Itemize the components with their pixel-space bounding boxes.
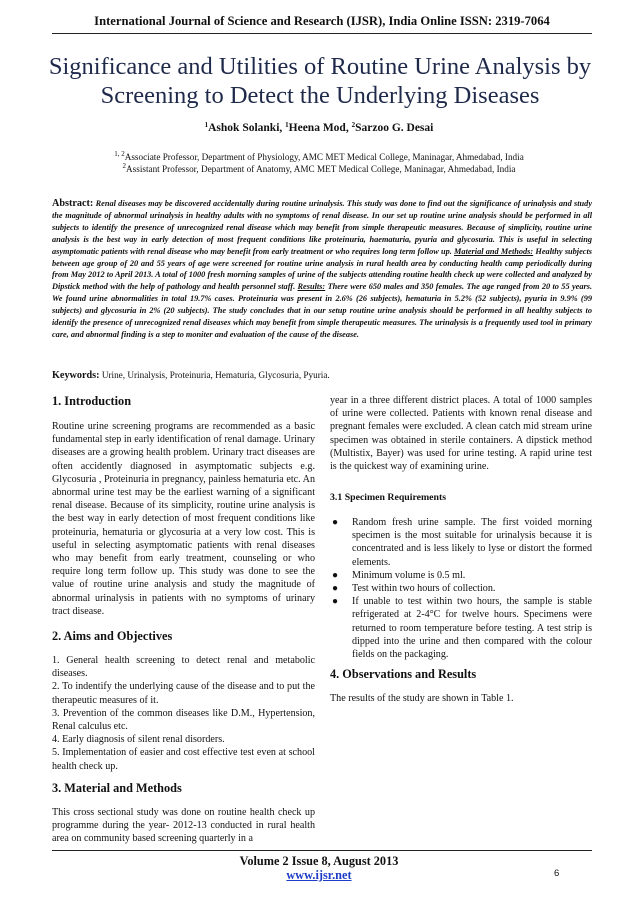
list-item xyxy=(330,516,592,569)
affiliation-1 xyxy=(0,152,638,162)
bullet-icon: ● xyxy=(332,583,339,595)
affiliation-2 xyxy=(0,164,638,174)
introduction-paragraph: Routine urine screening programs are recommended as a basic fundamental step in early identification of renal damage. Urinary diseases are a growing health problem. Urinary tract diseases are often accidently diagnosed in asymptomatic subjects e.g. Glycosuria , Proteinuria in pregnancy, painless hematuria etc. An abnormal urine test may be the earliest warning of a significant renal disease. Because of its simplicity, routine urine analysis is the best way in early detection of most frequent conditions like proteinuria, hematuria or glycosuria at a very low cost. This is useful in selecting asymptomatic patients with renal diseases who may benefit from early treatment, counseling or who require long term follow up. This study was done to see the value of routine urine analysis and study the magnitude of abnormal urinalysis in patients with no symptoms of urinary tract disease. xyxy=(52,421,315,617)
methods-paragraph: This cross sectional study was done on routine health check up programme during the year- 2012-13 conducted in rural health area on community based screening quarterly in a xyxy=(52,807,315,845)
author-sup: 1 xyxy=(285,121,289,129)
results-body xyxy=(330,692,592,705)
footer-divider xyxy=(52,850,592,851)
results-paragraph: The results of the study are shown in Table 1. xyxy=(330,693,514,704)
author-name: Sarzoo G. Desai xyxy=(355,122,434,134)
list-item xyxy=(330,569,592,582)
affiliation-text: Associate Professor, Department of Physiology, AMC MET Medical College, Maninagar, Ahmedabad, India xyxy=(124,152,524,162)
paper-title: Significance and Utilities of Routine Urine Analysis by Screening to Detect the Underlying Diseases xyxy=(48,53,592,109)
header-divider xyxy=(52,33,592,34)
section-heading-methods: 3. Material and Methods xyxy=(52,781,182,795)
abstract-text: Renal diseases may be discovered accidentally during routine urinalysis. This study was done to find out the significance of urinalysis and study the magnitude of abnormal urinalysis in healthy adults with no symptoms of renal disease. In our set up routine urine analysis should be performed in all subjects to identify the presence of unrecognized renal disease which may benefit from simple therapeutic measures. Because of simplicity, routine urine analysis is the best way in early detection of most frequent conditions like proteinuria, haematuria, pyuria and glycosuria. This is useful in selecting asymptomatic patients with renal disease who may benefit from early treatment or who requires long term follow up. xyxy=(52,199,592,256)
list-item xyxy=(330,582,592,595)
page-number: 6 xyxy=(554,868,560,879)
abstract-results-text: There were 650 males and 350 females. The age ranged from 20 to 55 years. We found urine abnormalities in total 19.7% cases. Proteinuria was present in 2.6% (26 subjects), hematuria in 5.2% (52 subjects), pyuria in 9.9% (99 subjects) and glycosuria in 2% (20 subjects). The study concludes that in our setup routine urine analysis should be performed in all healthy subjects to identify the presence of unrecognized renal diseases which may benefit from simple therapeutic measures. The urinalysis is a frequently used tool in primary care, and abnormal finding is a step to moniter and evaluation of the cause of the disease. xyxy=(52,282,593,339)
list-item-text: Minimum volume is 0.5 ml. xyxy=(352,569,466,581)
list-item-text: If unable to test within two hours, the sample is stable refrigerated at 2-4°C for twelve hours. Specimens were returned to room temperature before testing. A test strip is dipped into the urine and then compared with the colour fields on the packaging. xyxy=(352,596,592,661)
author-sup: 2 xyxy=(351,121,356,129)
author-name: Ashok Solanki, xyxy=(208,122,286,134)
keywords-text: Urine, Urinalysis, Proteinuria, Hematuria, Glycosuria, Pyuria. xyxy=(101,370,330,380)
specimen-requirements-list xyxy=(330,516,592,661)
methods-body xyxy=(52,806,315,846)
abstract xyxy=(52,198,592,341)
keywords xyxy=(52,370,592,381)
section-heading-introduction: 1. Introduction xyxy=(52,394,132,408)
methods-continued-body xyxy=(330,394,592,473)
affiliation-sup: 1, 2 xyxy=(114,150,125,158)
aims-list xyxy=(52,654,315,773)
footer-volume: Volume 2 Issue 8, August 2013 xyxy=(239,854,399,868)
keywords-label: Keywords: xyxy=(52,370,100,381)
abstract-methods-label: Material and Methods: xyxy=(454,246,534,256)
list-item xyxy=(330,595,592,661)
aims-item: 4. Early diagnosis of silent renal disorders. xyxy=(52,734,225,746)
author-list xyxy=(0,122,638,134)
subsection-heading-specimen: 3.1 Specimen Requirements xyxy=(330,492,447,503)
list-item-text: Test within two hours of collection. xyxy=(352,583,496,595)
author-sup: 1 xyxy=(204,121,209,129)
affiliation-text: Assistant Professor, Department of Anatomy, AMC MET Medical College, Maninagar, Ahmedabad, India xyxy=(126,164,516,174)
bullet-icon: ● xyxy=(332,569,339,581)
abstract-results-label: Results: xyxy=(297,282,326,292)
footer-url-link[interactable]: www.ijsr.net xyxy=(286,868,352,882)
aims-item: 5. Implementation of easier and cost effective test even at school health check up. xyxy=(52,747,315,772)
methods-continued-paragraph: year in a three different district places. A total of 1000 samples of urine were collected. Patients with known renal disease and pregnant females were excluded. A clean catch mid stream urine specimen was obtained in sterile containers. A dipstick method (Multistix, Bayer) was used for urine testing. A rapid urine test is the quickest way of examining urine. xyxy=(330,395,592,473)
journal-header: International Journal of Science and Research (IJSR), India Online ISSN: 2319-7064 xyxy=(94,14,550,28)
abstract-label: Abstract: xyxy=(52,198,94,209)
bullet-icon: ● xyxy=(332,596,339,608)
aims-item: 2. To indentify the underlying cause of the disease and to put the therapeutic measures of it. xyxy=(52,681,315,706)
section-heading-results: 4. Observations and Results xyxy=(330,667,477,681)
list-item-text: Random fresh urine sample. The first voided morning specimen is the most suitable for urinalysis because it is concentrated and is less likely to lyse or distort the formed elements. xyxy=(352,517,592,568)
affiliation-sup: 2 xyxy=(122,162,127,170)
author-name: Heena Mod, xyxy=(288,122,352,134)
bullet-icon: ● xyxy=(332,517,339,528)
section-heading-aims: 2. Aims and Objectives xyxy=(52,629,173,643)
abstract-methods-text: Healthy subjects between age group of 20 and 55 years of age were screened for routine urine analysis in rural health area by conducting health camp periodically during from May 2012 to April 2013. A total of 1000 fresh morning samples of urine of the subjects attending routine health check up were collected and analyzed by Dipstick method with the help of pathology and health personnel staff. xyxy=(52,246,593,292)
aims-item: 3. Prevention of the common diseases like D.M., Hypertension, Renal calculus etc. xyxy=(52,707,315,733)
aims-item: 1. General health screening to detect renal and metabolic diseases. xyxy=(52,655,315,680)
introduction-body xyxy=(52,420,315,618)
